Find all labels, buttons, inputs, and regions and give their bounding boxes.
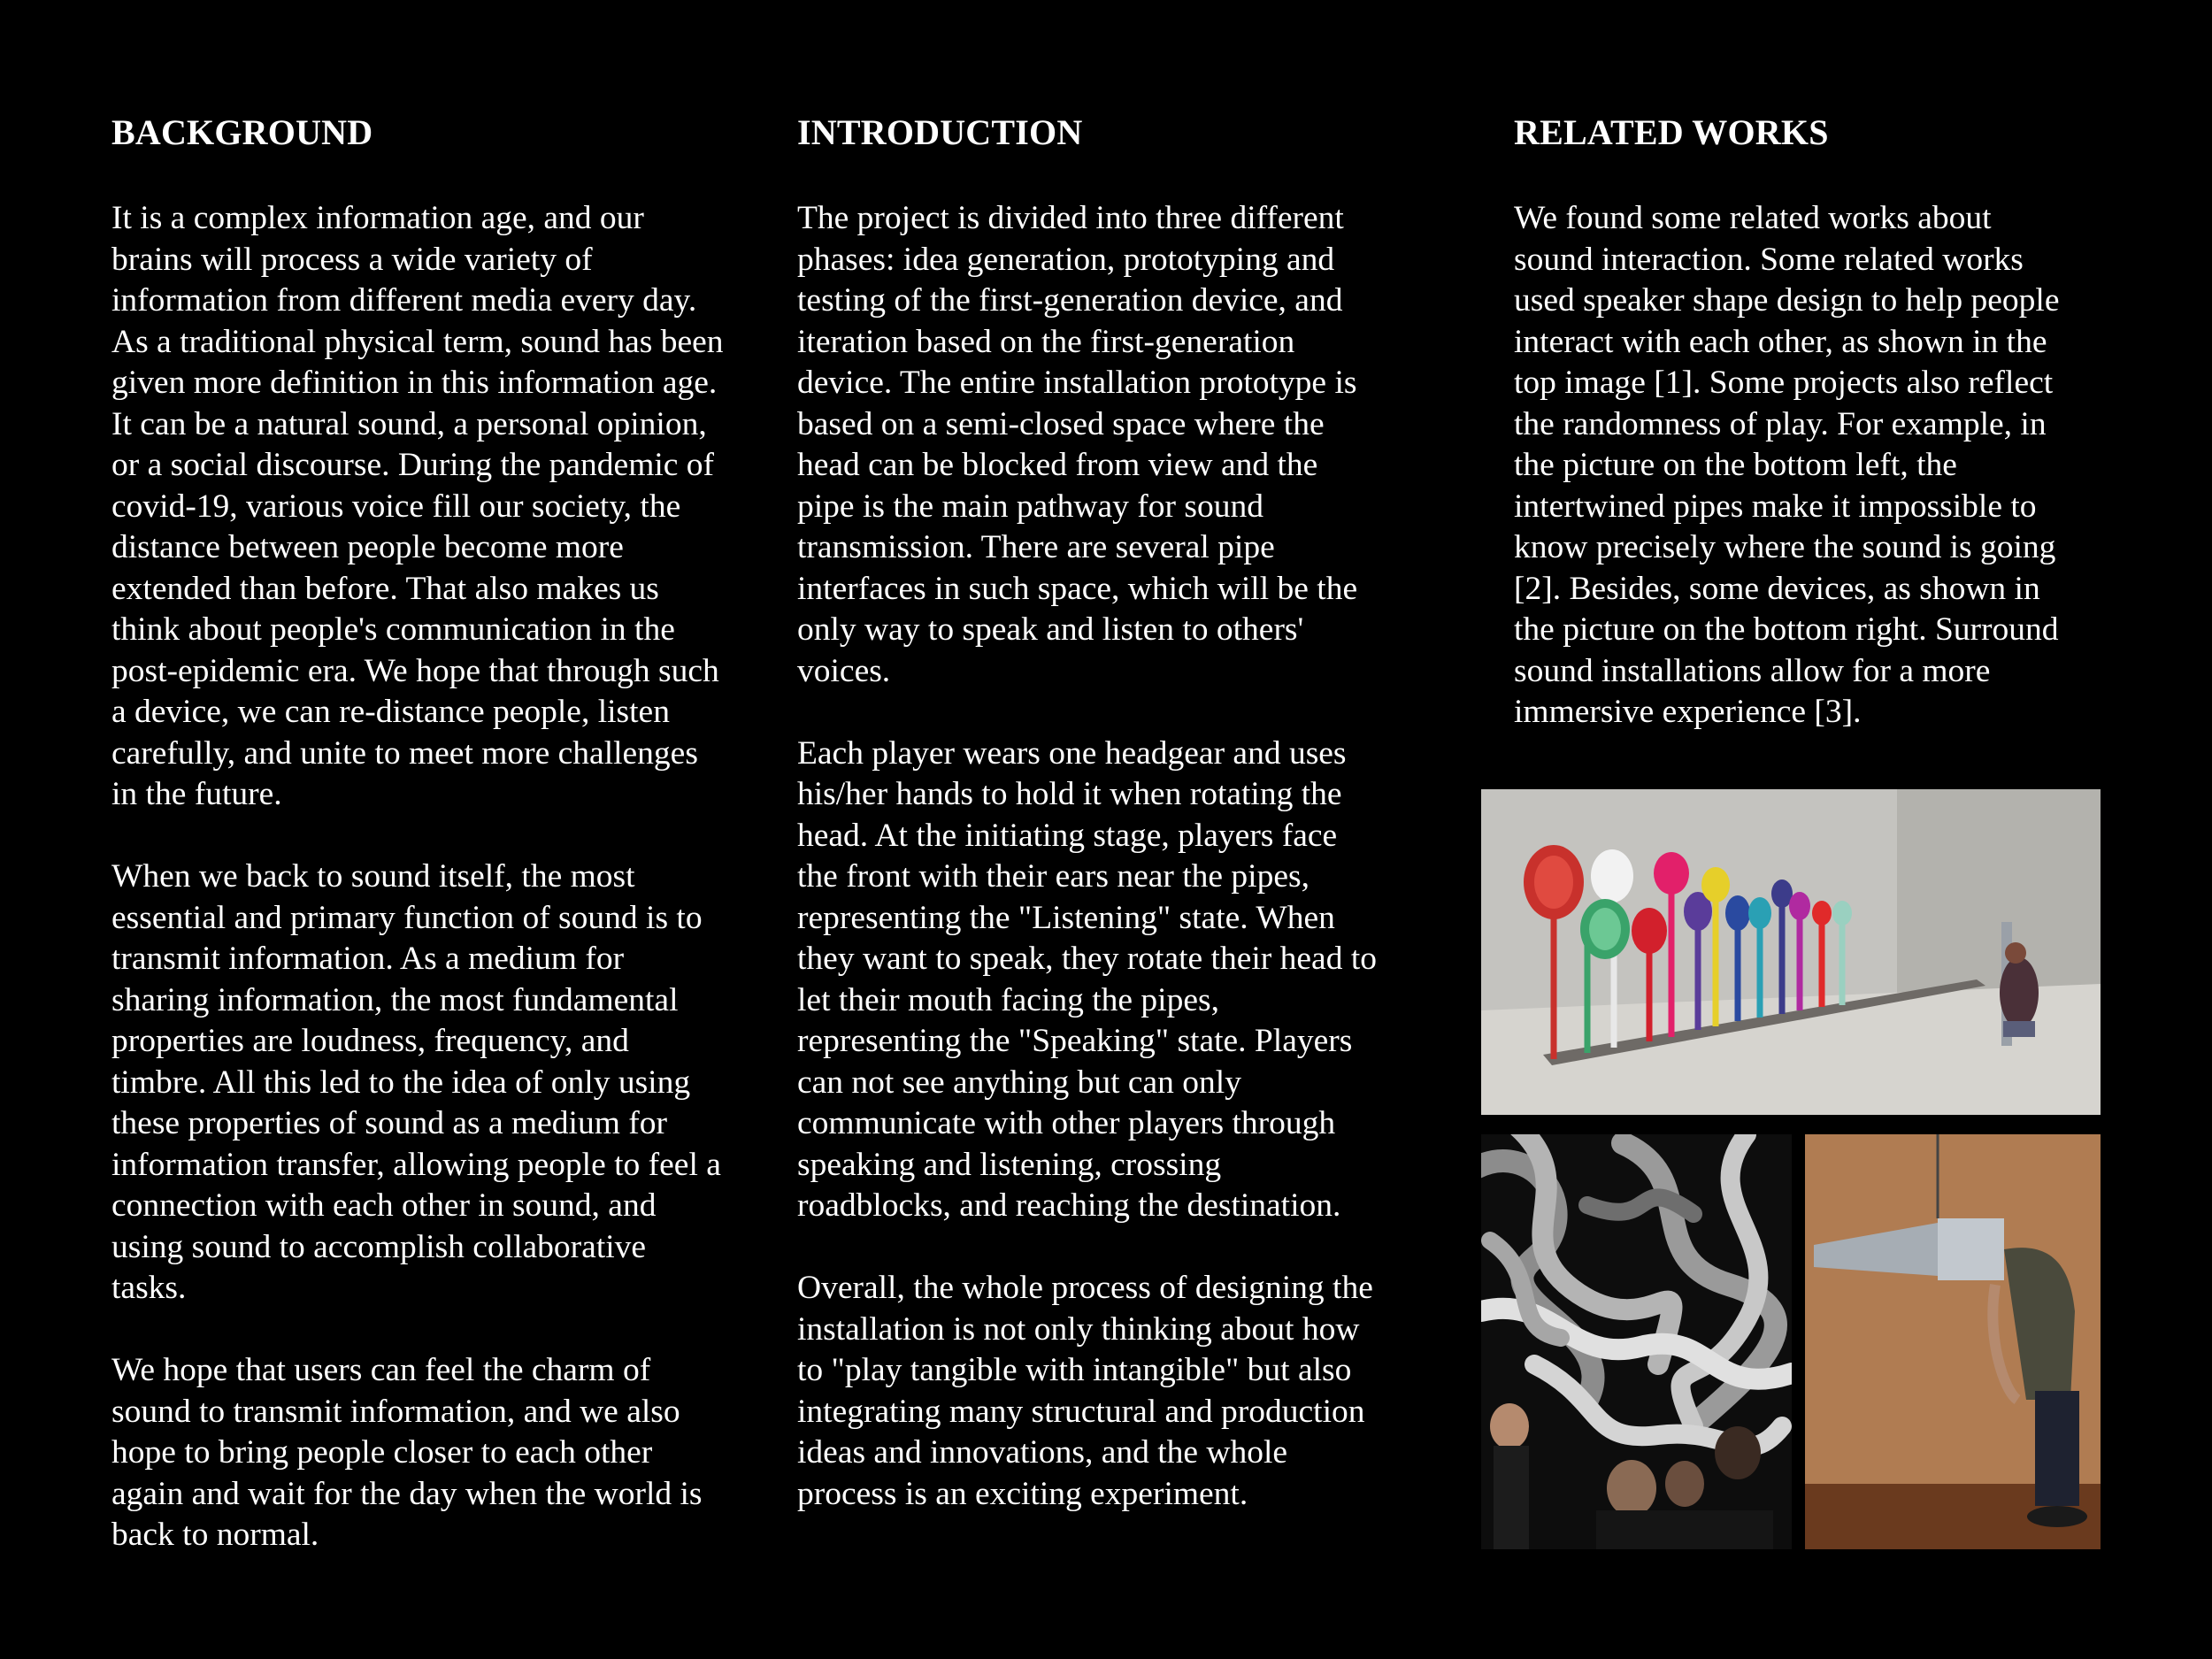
background-paragraph-3: We hope that users can feel the charm of sound to transmit information, and we also hope to bring people closer to each other again and wait for the day when the world is back to normal. [111, 1352, 703, 1553]
speaker-horns-illustration [1481, 789, 2101, 1115]
background-heading: BACKGROUND [111, 112, 373, 152]
related-works-column [1514, 108, 2151, 774]
related-works-paragraph-1: We found some related works about sound interaction. Some related works used speaker shape design to help people interact with each other, as shown in the top image [1]. Some projects also reflect the randomness of play. For example, in the picture on the bottom left, the intertwined pipes make it impossible to know precisely where the sound is going [2]. Besides, some devices, as shown in the picture on the bottom right. Surround sound installations allow for a more immersive experience [3]. [1514, 200, 2060, 730]
introduction-paragraph-2: Each player wears one headgear and uses his/her hands to hold it when rotating the head. At the initiating stage, players face the front with their ears near the pipes, representing the "Listening" state. When they want to speak, they rotate their head to let their mouth facing the pipes, representing the "Speaking" state. Players can not see anything but can only communicate with other players through speaking and listening, crossing roadblocks, and reaching the destination. [797, 734, 1377, 1224]
introduction-column [797, 108, 1434, 1556]
surround-sound-headgear-illustration [1805, 1134, 2101, 1549]
introduction-paragraph-3: Overall, the whole process of designing the installation is not only thinking about how to "play tangible with intangible" but also integrating many structural and production ideas and innovations, and the whole process is an exciting experiment. [797, 1270, 1373, 1512]
introduction-paragraph-1: The project is divided into three different phases: idea generation, prototyping and testing of the first-generation device, and iteration based on the first-generation device. The entire installation prototype is based on a semi-closed space where the head can be blocked from view and the pipe is the main pathway for sound transmission. There are several pipe interfaces in such space, which will be the only way to speak and listen to others' voices. [797, 200, 1358, 689]
intertwined-pipes-photo [1481, 1134, 1792, 1549]
speaker-horns-photo [1481, 789, 2101, 1115]
intertwined-pipes-illustration [1481, 1134, 1792, 1549]
background-paragraph-2: When we back to sound itself, the most essential and primary function of sound is to transmit information. As a medium for sharing information, the most fundamental properties are loudness, frequency, and timbre. All this led to the idea of only using these properties of sound as a medium for information transfer, allowing people to feel a connection with each other in sound, and using sound to accomplish collaborative tasks. [111, 858, 721, 1306]
surround-sound-headgear-photo [1805, 1134, 2101, 1549]
introduction-heading: INTRODUCTION [797, 112, 1083, 152]
background-paragraph-1: It is a complex information age, and our brains will process a wide variety of information from different media every day. As a traditional physical term, sound has been given more definition in this information age. It can be a natural sound, a personal opinion, or a social discourse. During the pandemic of covid-19, various voice fill our society, the distance between people become more extended than before. That also makes us think about people's communication in the post-epidemic era. We hope that through such a device, we can re-distance people, listen carefully, and unite to meet more challenges in the future. [111, 200, 724, 812]
background-column [111, 108, 784, 1597]
related-works-heading: RELATED WORKS [1514, 112, 1829, 152]
